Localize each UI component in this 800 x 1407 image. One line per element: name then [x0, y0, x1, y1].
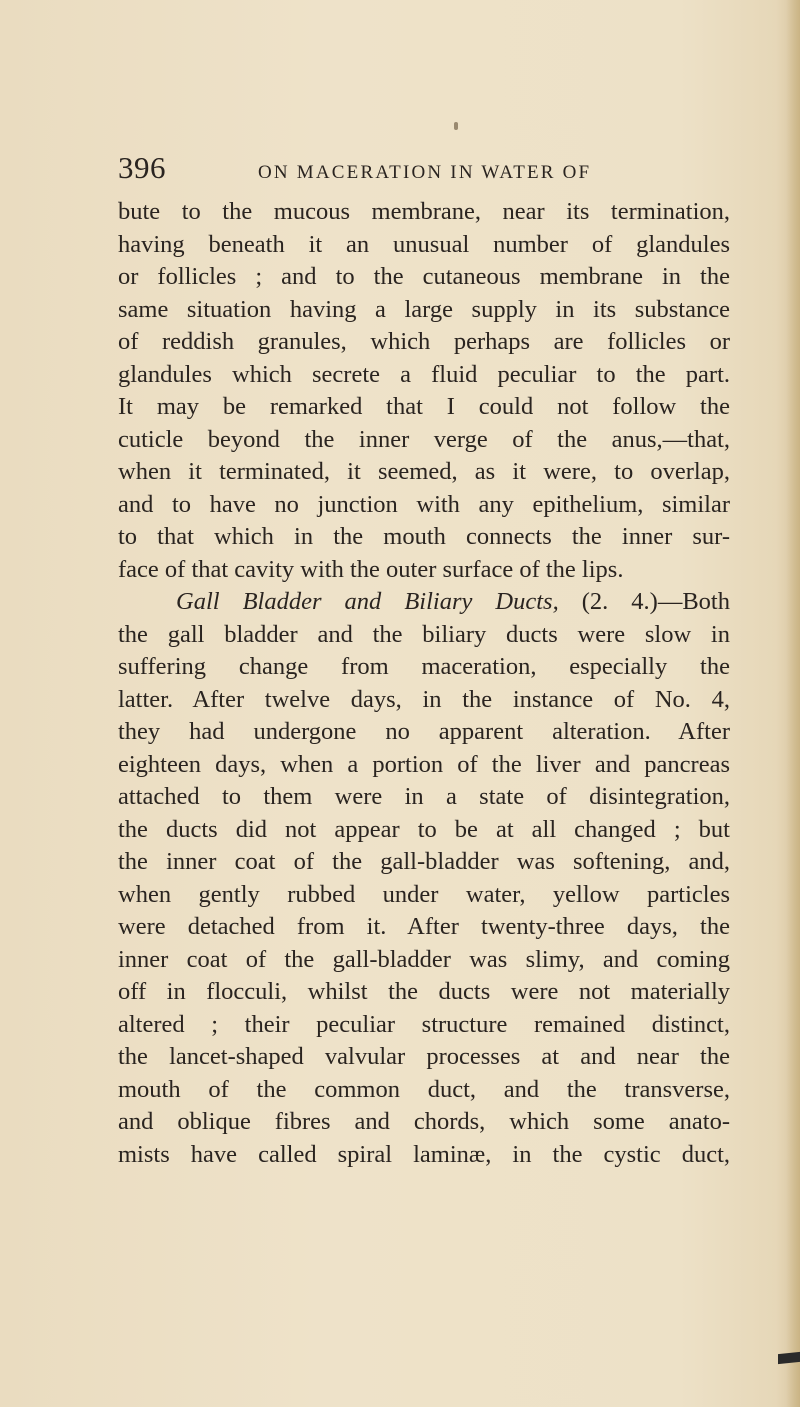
text-line: when gently rubbed under water, yellow particles: [118, 880, 730, 908]
text-line: of reddish granules, which perhaps are follicles or: [118, 328, 730, 355]
text-line: when it terminated, it seemed, as it were, to overlap,: [118, 458, 730, 485]
text-line: face of that cavity with the outer surface of the lips.: [118, 555, 624, 583]
text-line: bute to the mucous membrane, near its termination,: [118, 198, 730, 225]
text-line: they had undergone no apparent alteration. After: [118, 718, 730, 745]
text-line: same situation having a large supply in its substance: [118, 295, 730, 323]
text-line: the lancet-shaped valvular processes at and near the: [118, 1043, 730, 1070]
text-line: and to have no junction with any epithelium, similar: [118, 490, 730, 518]
text-line: cuticle beyond the inner verge of the anus,—that,: [118, 425, 730, 453]
text-line: mouth of the common duct, and the transverse,: [118, 1075, 730, 1103]
page-header: [118, 150, 688, 190]
paper-speck: [454, 122, 458, 130]
section-heading: Gall Bladder and Biliary Ducts,: [176, 588, 559, 615]
text-line: attached to them were in a state of disintegration,: [118, 783, 730, 810]
text-line: inner coat of the gall-bladder was slimy, and coming: [118, 945, 730, 973]
section-first-line-rest: (2. 4.)—Both: [558, 588, 730, 615]
page-number: 396: [118, 150, 166, 185]
text-line: off in flocculi, whilst the ducts were not materially: [118, 978, 730, 1005]
text-line: suffering change from maceration, especially the: [118, 653, 730, 680]
text-line: It may be remarked that I could not follow the: [118, 393, 730, 420]
text-line: having beneath it an unusual number of glandules: [118, 230, 730, 258]
text-line: altered ; their peculiar structure remained distinct,: [118, 1010, 730, 1038]
text-line: to that which in the mouth connects the inner sur-: [118, 523, 730, 550]
text-line: the gall bladder and the biliary ducts were slow in: [118, 620, 730, 648]
page-edge-shadow: [786, 0, 800, 1407]
text-line: were detached from it. After twenty-three days, the: [118, 913, 730, 940]
section-first-line: [118, 586, 730, 619]
running-head: ON MACERATION IN WATER OF: [258, 162, 592, 183]
text-line: the inner coat of the gall-bladder was softening, and,: [118, 848, 730, 875]
text-line: and oblique fibres and chords, which some anato-: [118, 1108, 730, 1135]
text-line: or follicles ; and to the cutaneous membrane in the: [118, 263, 730, 290]
body-text: [118, 196, 730, 1171]
text-line: latter. After twelve days, in the instance of No. 4,: [118, 685, 730, 713]
text-line: eighteen days, when a portion of the liver and pancreas: [118, 750, 730, 778]
text-line: mists have called spiral laminæ, in the cystic duct,: [118, 1140, 730, 1168]
text-line: glandules which secrete a fluid peculiar to the part.: [118, 360, 730, 388]
text-line: the ducts did not appear to be at all changed ; but: [118, 815, 730, 843]
